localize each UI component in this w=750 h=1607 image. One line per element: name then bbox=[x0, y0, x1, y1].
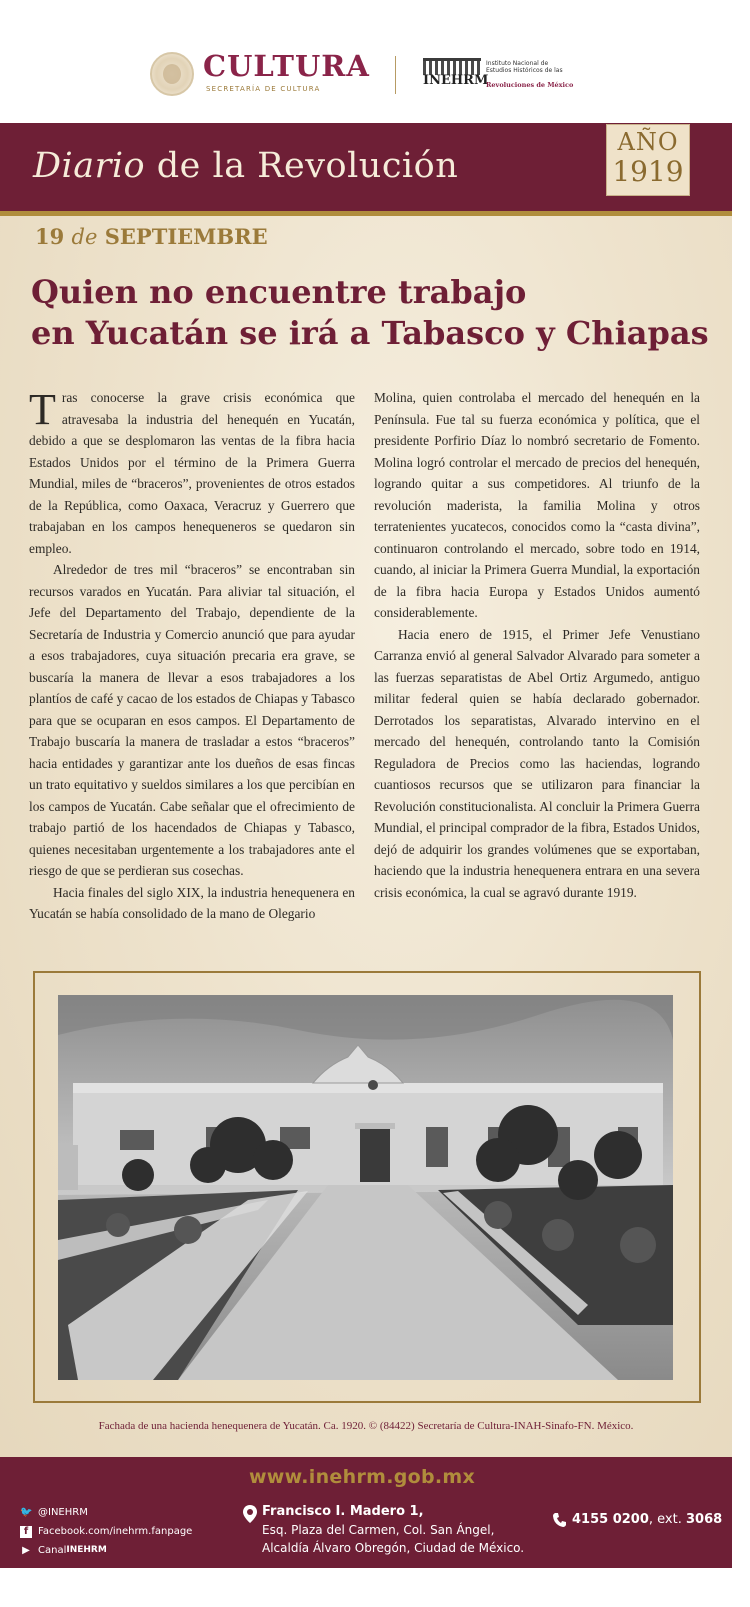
article-date bbox=[35, 224, 268, 249]
date-month: SEPTIEMBRE bbox=[104, 224, 268, 249]
twitter-handle: @INEHRM bbox=[38, 1507, 88, 1518]
date-day: 19 bbox=[35, 224, 65, 249]
location-pin-icon bbox=[243, 1505, 257, 1523]
paragraph-1-text: ras conocerse la grave crisis económica que atravesaba la industria del henequén en Yucatán, debido a que se desplomaron las ventas de la fibra hacia Estados Unidos por el término de la Primera Guerra Mundial, miles de “braceros”, provenientes de otros estados de la República, como Oaxaca, Veracruz y Guerrero que trabajaban en los campos henequeneros se quedaron sin empleo. bbox=[29, 390, 355, 556]
phone-main: 4155 0200 bbox=[572, 1512, 649, 1527]
paragraph-3: Hacia finales del siglo XIX, la industria henequenera en Yucatán se había consolidado de la mano de Olegario bbox=[29, 884, 355, 921]
facebook-handle: Facebook.com/inehrm.fanpage bbox=[38, 1526, 193, 1537]
inehrm-line-3: Revoluciones de México bbox=[486, 81, 574, 89]
hacienda-photo-illustration bbox=[58, 995, 673, 1380]
paragraph-2: Alrededor de tres mil “braceros” se encontraban sin recursos varados en Yucatán. Para aliviar tal situación, el Jefe del Departamento del Trabajo, dependiente de la Secretaría de Industria y Comercio anunció que para ayudar a esos trabajadores, cuya situación precaria era grave, se buscaría la manera de llevar a esos trabajadores a los plantíos de café y cacao de los estados de Chiapas y Tabasco para que se ocuparan en esos campos. El Departamento de Trabajo buscaría la manera de trasladar a estos “braceros” hacia entidades y garantizar ante los dueños de esas fincas un trato equitativo y sueldos similares a los que percibían en los campos de Yucatán. Cabe señalar que el ofrecimiento de trabajo partió de los hacendados de Chiapas y Tabasco, quienes necesitaban urgentemente a los trabajadores ante el riesgo de que se perdieran sus cosechas. bbox=[29, 562, 355, 878]
cultura-subtitle: SECRETARÍA DE CULTURA bbox=[206, 85, 321, 93]
paragraph-5: Hacia enero de 1915, el Primer Jefe Venustiano Carranza envió al general Salvador Alvarado para someter a las fuerzas separatistas de Abel Ortiz Argumedo, antiguo militar federal quien se había declarado gobernador. Derrotados los separatistas, Alvarado intervino en el mercado del henequén, controlando tanto la Comisión Reguladora de Precios como las haciendas, logrando cuantiosos recursos que se utilizaron para financiar la Revolución constitucionalista. Al concluir la Primera Guerra Mundial, el principal comprador de la fibra, Estados Unidos, dejó de adquirir los grandes volúmenes que se exportaban, haciendo que la industria henequenera entrara en una severa crisis económica, la cual se agravó durante 1919. bbox=[374, 626, 700, 900]
youtube-link[interactable] bbox=[20, 1541, 192, 1560]
year-badge bbox=[606, 124, 690, 196]
address-line-2: Esq. Plaza del Carmen, Col. San Ángel, bbox=[262, 1523, 495, 1537]
year-label: AÑO bbox=[617, 128, 679, 156]
publication-title bbox=[33, 146, 458, 186]
coat-of-arms-logo bbox=[150, 52, 194, 96]
facebook-icon: f bbox=[20, 1526, 32, 1538]
paragraph-4: Molina, quien controlaba el mercado del henequén en la Península. Fue tal su fuerza económica y política, que el presidente Porfirio Díaz lo nombró secretario de Fomento. Molina logró controlar el mercado de precios del henequén, logrando quitar a sus competidores. Al triunfo de la revolución maderista, la familia Molina y otros terratenientes yucatecos, conocidos como la “casta divina”, continuaron controlando el mercado, sobre todo en 1914, cuando, al iniciar la Primera Guerra Mundial, la exportación de la fibra hacia Europa y Estados Unidos aumentó considerablemente. bbox=[374, 390, 700, 620]
year-value: 1919 bbox=[612, 155, 684, 188]
paragraph-1 bbox=[29, 387, 355, 559]
title-rest: de la Revolución bbox=[145, 146, 459, 186]
youtube-icon: ▶ bbox=[22, 1544, 30, 1556]
inehrm-logo bbox=[423, 58, 489, 88]
phone-ext-label: , ext. bbox=[648, 1512, 686, 1527]
date-de: de bbox=[71, 225, 98, 249]
article-column-left bbox=[29, 387, 355, 925]
drop-cap: T bbox=[29, 385, 56, 434]
twitter-icon: 🐦 bbox=[20, 1506, 33, 1518]
photo-caption: Fachada de una hacienda henequenera de Yucatán. Ca. 1920. © (84422) Secretaría de Cultura-INAH-Sinafo-FN. México. bbox=[98, 1420, 634, 1432]
youtube-name: INEHRM bbox=[66, 1545, 107, 1555]
title-italic: Diario bbox=[33, 146, 146, 186]
article-column-right bbox=[374, 387, 700, 903]
header-divider bbox=[395, 56, 396, 94]
twitter-link[interactable] bbox=[20, 1503, 192, 1522]
address-line-3: Alcaldía Álvaro Obregón, Ciudad de México. bbox=[262, 1541, 525, 1555]
inehrm-line-2: Estudios Históricos de las bbox=[486, 67, 563, 74]
youtube-prefix: Canal bbox=[38, 1545, 67, 1556]
article-headline bbox=[31, 272, 721, 354]
facebook-link[interactable] bbox=[20, 1522, 192, 1541]
website-link[interactable]: www.inehrm.gob.mx bbox=[248, 1466, 476, 1488]
inehrm-logo-text: INEHRM bbox=[423, 73, 489, 88]
inehrm-line-1: Instituto Nacional de bbox=[486, 60, 549, 67]
phone-ext: 3068 bbox=[685, 1512, 723, 1527]
phone-number[interactable] bbox=[572, 1512, 722, 1527]
inehrm-full-name bbox=[486, 60, 566, 74]
hacienda-photo bbox=[58, 995, 673, 1380]
cultura-logo-text: CULTURA bbox=[203, 49, 370, 83]
address-line-1: Francisco I. Madero 1, bbox=[262, 1504, 424, 1519]
address bbox=[262, 1502, 524, 1557]
headline-line-1: Quien no encuentre trabajo bbox=[31, 273, 527, 311]
social-links bbox=[20, 1503, 192, 1560]
phone-icon bbox=[552, 1512, 568, 1528]
headline-line-2: en Yucatán se irá a Tabasco y Chiapas bbox=[31, 314, 709, 352]
